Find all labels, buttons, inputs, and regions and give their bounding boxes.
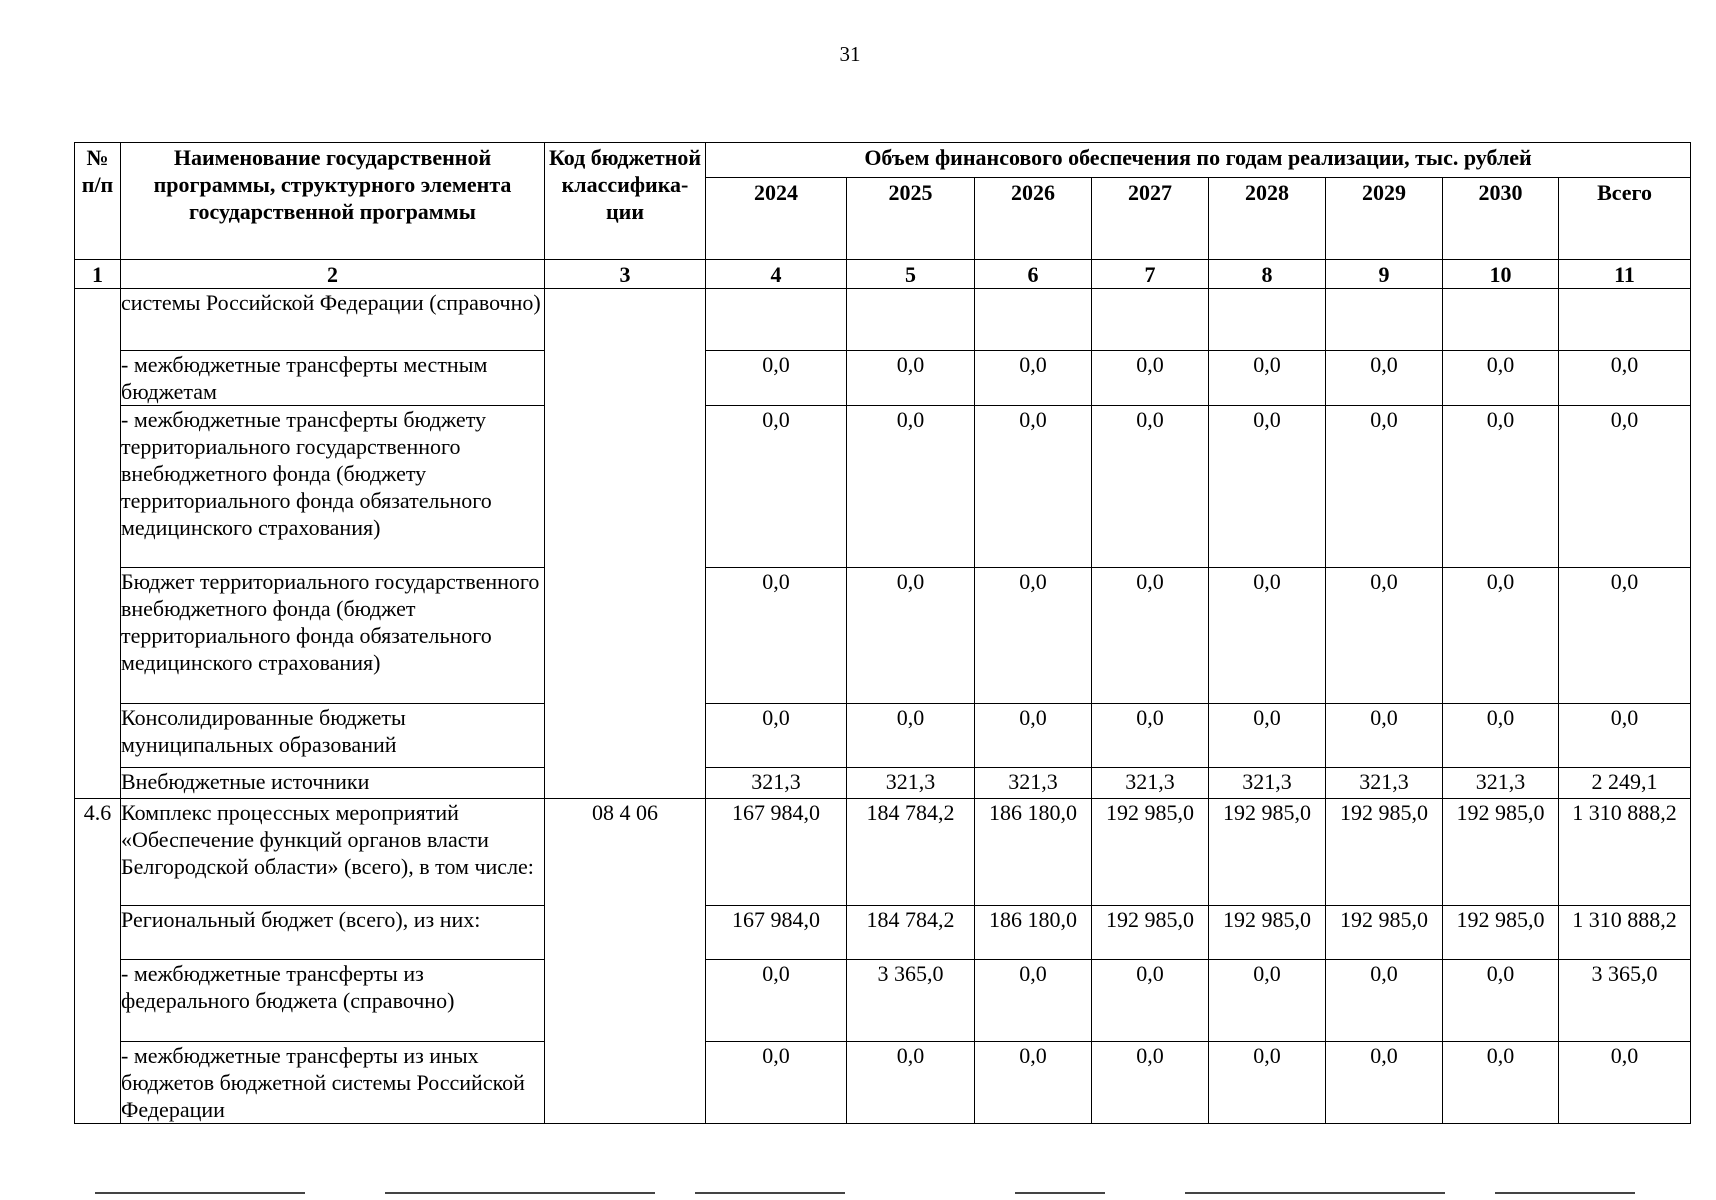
value-cell [1209, 289, 1326, 351]
value-cell: 321,3 [975, 768, 1092, 799]
row-name: - межбюджетные трансферты из федерального бюджета (справочно) [121, 960, 545, 1042]
value-cell: 0,0 [706, 406, 847, 568]
footer-rule [1185, 1192, 1445, 1194]
value-cell: 0,0 [706, 704, 847, 768]
value-cell: 184 784,2 [847, 799, 975, 906]
value-cell: 186 180,0 [975, 906, 1092, 960]
value-cell: 0,0 [1559, 1042, 1691, 1124]
value-cell: 0,0 [1092, 960, 1209, 1042]
table-row [75, 960, 1691, 1042]
value-cell: 2 249,1 [1559, 768, 1691, 799]
value-cell: 0,0 [1443, 1042, 1559, 1124]
budget-table [74, 142, 1691, 1124]
row-number: 4.6 [75, 799, 121, 1124]
row-name: Комплекс процессных мероприятий «Обеспечение функций органов власти Белгородской области» (всего), в том числе: [121, 799, 545, 906]
header-total: Всего [1559, 178, 1691, 260]
value-cell: 0,0 [1443, 406, 1559, 568]
value-cell: 0,0 [1559, 406, 1691, 568]
value-cell: 192 985,0 [1443, 906, 1559, 960]
value-cell: 0,0 [1209, 406, 1326, 568]
value-cell: 192 985,0 [1443, 799, 1559, 906]
header-year: 2029 [1326, 178, 1443, 260]
row-name: Консолидированные бюджеты муниципальных образований [121, 704, 545, 768]
table-row [75, 406, 1691, 568]
value-cell: 0,0 [1443, 568, 1559, 704]
value-cell: 192 985,0 [1326, 799, 1443, 906]
footer-rule [1495, 1192, 1635, 1194]
footer-rule [385, 1192, 655, 1194]
value-cell: 0,0 [847, 351, 975, 406]
row-name: Внебюджетные источники [121, 768, 545, 799]
header-number: № п/п [75, 143, 121, 260]
value-cell: 192 985,0 [1209, 906, 1326, 960]
value-cell: 0,0 [1092, 1042, 1209, 1124]
value-cell: 0,0 [1092, 568, 1209, 704]
page-number: 31 [839, 42, 861, 66]
header-year: 2025 [847, 178, 975, 260]
value-cell: 0,0 [1326, 406, 1443, 568]
value-cell: 0,0 [975, 406, 1092, 568]
column-number: 11 [1559, 260, 1691, 289]
value-cell: 0,0 [1443, 704, 1559, 768]
column-number: 10 [1443, 260, 1559, 289]
column-number: 6 [975, 260, 1092, 289]
value-cell: 0,0 [1326, 568, 1443, 704]
value-cell: 321,3 [1092, 768, 1209, 799]
header-name: Наименование государственной программы, структурного элемента государственной программы [121, 143, 545, 260]
value-cell: 0,0 [975, 960, 1092, 1042]
value-cell: 1 310 888,2 [1559, 799, 1691, 906]
value-cell: 0,0 [706, 351, 847, 406]
value-cell: 0,0 [975, 1042, 1092, 1124]
table-row [75, 568, 1691, 704]
value-cell: 0,0 [1209, 568, 1326, 704]
value-cell: 184 784,2 [847, 906, 975, 960]
column-number: 1 [75, 260, 121, 289]
value-cell: 1 310 888,2 [1559, 906, 1691, 960]
header-year: 2030 [1443, 178, 1559, 260]
value-cell: 0,0 [1092, 406, 1209, 568]
value-cell: 0,0 [1092, 704, 1209, 768]
table-row [75, 289, 1691, 351]
value-cell: 0,0 [1559, 704, 1691, 768]
value-cell [1559, 289, 1691, 351]
footer-rule [95, 1192, 305, 1194]
column-number: 5 [847, 260, 975, 289]
column-number: 7 [1092, 260, 1209, 289]
value-cell: 192 985,0 [1092, 906, 1209, 960]
column-number: 4 [706, 260, 847, 289]
table-row [75, 1042, 1691, 1124]
value-cell: 167 984,0 [706, 799, 847, 906]
row-code: 08 4 06 [545, 799, 706, 1124]
value-cell: 0,0 [1443, 960, 1559, 1042]
value-cell: 0,0 [975, 568, 1092, 704]
value-cell: 3 365,0 [1559, 960, 1691, 1042]
value-cell: 321,3 [706, 768, 847, 799]
header-year: 2027 [1092, 178, 1209, 260]
value-cell: 0,0 [1209, 960, 1326, 1042]
column-numbers-row [75, 260, 1691, 289]
value-cell [847, 289, 975, 351]
value-cell: 0,0 [975, 704, 1092, 768]
footer-rule [695, 1192, 845, 1194]
column-number: 9 [1326, 260, 1443, 289]
value-cell: 0,0 [847, 1042, 975, 1124]
table-row [75, 799, 1691, 906]
value-cell: 0,0 [1559, 351, 1691, 406]
value-cell: 0,0 [1326, 704, 1443, 768]
table-row [75, 704, 1691, 768]
header-code: Код бюджетной классифика-ции [545, 143, 706, 260]
value-cell: 167 984,0 [706, 906, 847, 960]
value-cell: 0,0 [1326, 960, 1443, 1042]
table-row [75, 768, 1691, 799]
value-cell [1092, 289, 1209, 351]
value-cell: 0,0 [847, 704, 975, 768]
footer-rules [95, 1192, 1655, 1194]
value-cell: 0,0 [847, 406, 975, 568]
row-code [545, 289, 706, 799]
header-year: 2028 [1209, 178, 1326, 260]
value-cell: 0,0 [1209, 351, 1326, 406]
value-cell: 321,3 [847, 768, 975, 799]
value-cell: 3 365,0 [847, 960, 975, 1042]
table-body [75, 289, 1691, 1124]
value-cell [975, 289, 1092, 351]
value-cell: 321,3 [1326, 768, 1443, 799]
table-row [75, 906, 1691, 960]
value-cell: 0,0 [847, 568, 975, 704]
header-funding: Объем финансового обеспечения по годам реализации, тыс. рублей [706, 143, 1691, 178]
value-cell: 192 985,0 [1209, 799, 1326, 906]
table-row [75, 351, 1691, 406]
column-number: 8 [1209, 260, 1326, 289]
row-name: системы Российской Федерации (справочно) [121, 289, 545, 351]
row-name: Региональный бюджет (всего), из них: [121, 906, 545, 960]
value-cell: 0,0 [706, 960, 847, 1042]
value-cell: 0,0 [1209, 704, 1326, 768]
value-cell: 0,0 [1326, 1042, 1443, 1124]
row-name: - межбюджетные трансферты бюджету территориального государственного внебюджетного фонда (бюджету территориального фонда обязательного медицинского страхования) [121, 406, 545, 568]
table-header [75, 143, 1691, 289]
value-cell: 0,0 [706, 1042, 847, 1124]
value-cell: 186 180,0 [975, 799, 1092, 906]
value-cell: 0,0 [1209, 1042, 1326, 1124]
row-number [75, 289, 121, 799]
value-cell: 0,0 [1092, 351, 1209, 406]
value-cell: 192 985,0 [1326, 906, 1443, 960]
footer-rule [1015, 1192, 1105, 1194]
value-cell [1443, 289, 1559, 351]
value-cell: 0,0 [975, 351, 1092, 406]
value-cell: 0,0 [1443, 351, 1559, 406]
value-cell: 0,0 [1326, 351, 1443, 406]
value-cell [706, 289, 847, 351]
value-cell: 321,3 [1443, 768, 1559, 799]
column-number: 3 [545, 260, 706, 289]
column-number: 2 [121, 260, 545, 289]
header-year: 2024 [706, 178, 847, 260]
row-name: - межбюджетные трансферты местным бюджетам [121, 351, 545, 406]
value-cell: 321,3 [1209, 768, 1326, 799]
row-name: - межбюджетные трансферты из иных бюджетов бюджетной системы Российской Федерации [121, 1042, 545, 1124]
value-cell: 0,0 [1559, 568, 1691, 704]
value-cell: 192 985,0 [1092, 799, 1209, 906]
header-year: 2026 [975, 178, 1092, 260]
value-cell: 0,0 [706, 568, 847, 704]
value-cell [1326, 289, 1443, 351]
row-name: Бюджет территориального государственного внебюджетного фонда (бюджет территориального фонда обязательного медицинского страхования) [121, 568, 545, 704]
